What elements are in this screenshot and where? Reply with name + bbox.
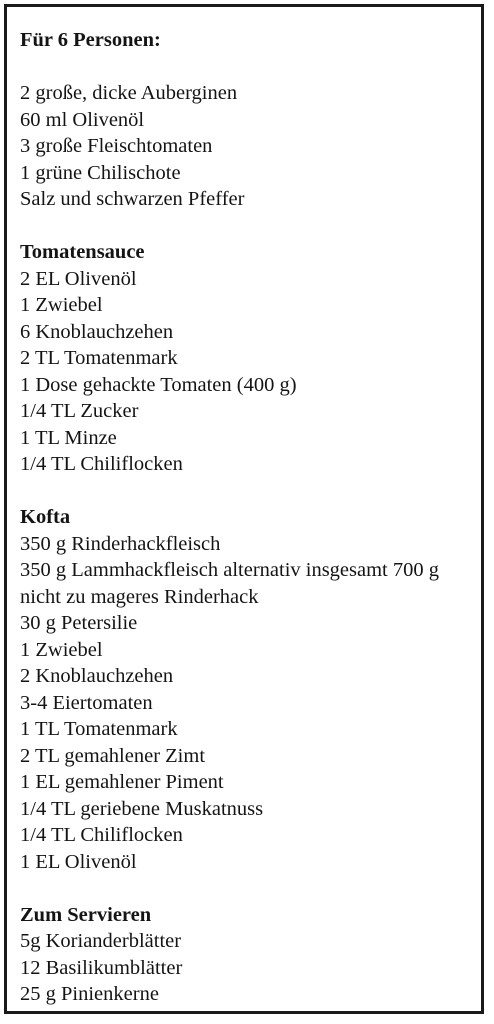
ingredient-line: 1/4 TL Chiliflocken xyxy=(20,453,183,475)
ingredient-line: 2 große, dicke Auberginen xyxy=(20,82,238,104)
ingredient-line: 350 g Rinderhackfleisch xyxy=(20,532,221,555)
ingredient-line: 350 g Lammhackfleisch alternativ insgesamt 700 g nicht zu mageres Rinderhack xyxy=(20,559,439,608)
ingredient-line: 1 grüne Chilischote xyxy=(20,161,181,184)
spacer xyxy=(20,478,475,505)
serving-header: Für 6 Personen: xyxy=(20,29,161,51)
ingredient-line: 30 g Petersilie xyxy=(20,612,138,634)
ingredient-line: 2 TL Tomatenmark xyxy=(20,347,178,369)
ingredient-line: 1 EL gemahlener Piment xyxy=(20,771,224,793)
ingredient-line: 12 Basilikumblätter xyxy=(20,956,183,979)
ingredient-line: 1/4 TL Zucker xyxy=(20,400,139,422)
ingredient-line: 1 TL Tomatenmark xyxy=(20,718,178,740)
ingredient-line: 25 g Pinienkerne xyxy=(20,983,159,1005)
ingredient-line: 1 Dose gehackte Tomaten (400 g) xyxy=(20,373,297,396)
kofta-section xyxy=(20,504,475,875)
recipe-ingredients-box xyxy=(4,4,484,1014)
ingredient-line: 2 Knoblauchzehen xyxy=(20,665,174,687)
ingredient-line: 1 Zwiebel xyxy=(20,294,103,316)
tomato-sauce-section xyxy=(20,239,475,478)
ingredient-line: 1 Zwiebel xyxy=(20,638,103,661)
spacer xyxy=(20,213,475,240)
serving-section xyxy=(20,902,475,1008)
ingredient-line: 2 EL Olivenöl xyxy=(20,267,137,290)
base-ingredients-list xyxy=(20,80,475,213)
ingredient-line: 1/4 TL geriebene Muskatnuss xyxy=(20,797,264,820)
section-heading: Zum Servieren xyxy=(20,903,152,926)
ingredient-line: 3 große Fleischtomaten xyxy=(20,135,213,157)
ingredient-line: Salz und schwarzen Pfeffer xyxy=(20,188,245,210)
ingredient-line: 1/4 TL Chiliflocken xyxy=(20,824,183,846)
ingredient-line: 5g Korianderblätter xyxy=(20,930,182,952)
ingredient-line: 3-4 Eiertomaten xyxy=(20,691,153,714)
ingredient-line: 1 EL Olivenöl xyxy=(20,850,137,873)
ingredient-line: 1 TL Minze xyxy=(20,426,117,449)
ingredient-line: 2 TL gemahlener Zimt xyxy=(20,744,206,767)
spacer xyxy=(20,875,475,902)
ingredient-line: 60 ml Olivenöl xyxy=(20,108,145,131)
section-heading: Kofta xyxy=(20,506,71,528)
ingredients-text xyxy=(20,27,475,1008)
ingredient-line: 6 Knoblauchzehen xyxy=(20,320,174,343)
section-heading: Tomatensauce xyxy=(20,241,145,263)
spacer xyxy=(20,54,475,81)
